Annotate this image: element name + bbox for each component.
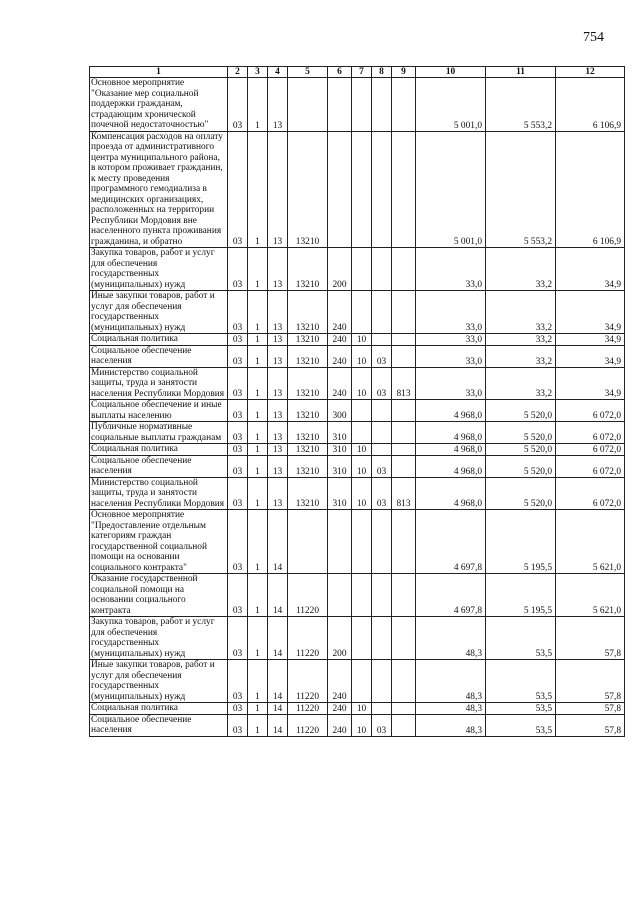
code-col6-cell: 310 — [328, 477, 352, 510]
row-name-cell: Иные закупки товаров, работ и услуг для обеспечения государственных (муниципальных) нужд — [90, 291, 228, 334]
code-col8-cell — [372, 291, 392, 334]
code-col2-cell: 03 — [228, 617, 248, 660]
code-col2-cell: 03 — [228, 703, 248, 715]
code-col7-cell — [352, 510, 372, 574]
code-col2-cell: 03 — [228, 334, 248, 346]
code-col4-cell: 13 — [268, 345, 288, 367]
value-col11-cell: 53,5 — [486, 660, 556, 703]
column-header-1: 1 — [90, 67, 228, 78]
code-col4-cell: 14 — [268, 617, 288, 660]
code-col7-cell — [352, 131, 372, 248]
code-col9-cell — [392, 714, 416, 736]
code-col5-cell: 11220 — [288, 714, 328, 736]
code-col4-cell: 14 — [268, 510, 288, 574]
code-col4-cell: 13 — [268, 422, 288, 444]
code-col3-cell: 1 — [248, 455, 268, 477]
code-col3-cell: 1 — [248, 660, 268, 703]
code-col6-cell — [328, 78, 352, 132]
value-col12-cell: 34,9 — [556, 345, 625, 367]
code-col8-cell — [372, 617, 392, 660]
code-col6-cell: 310 — [328, 444, 352, 456]
value-col12-cell: 6 072,0 — [556, 477, 625, 510]
value-col12-cell: 5 621,0 — [556, 574, 625, 617]
code-col6-cell — [328, 131, 352, 248]
code-col7-cell — [352, 291, 372, 334]
value-col10-cell: 4 697,8 — [416, 510, 486, 574]
value-col10-cell: 48,3 — [416, 660, 486, 703]
value-col11-cell: 33,2 — [486, 334, 556, 346]
code-col4-cell: 13 — [268, 400, 288, 422]
code-col3-cell: 1 — [248, 574, 268, 617]
table-row — [90, 400, 625, 422]
code-col5-cell: 11220 — [288, 703, 328, 715]
value-col10-cell: 48,3 — [416, 703, 486, 715]
code-col5-cell: 11220 — [288, 660, 328, 703]
column-header-8: 8 — [372, 67, 392, 78]
code-col7-cell: 10 — [352, 345, 372, 367]
code-col5-cell: 13210 — [288, 131, 328, 248]
value-col10-cell: 4 968,0 — [416, 422, 486, 444]
code-col7-cell: 10 — [352, 455, 372, 477]
code-col7-cell: 10 — [352, 477, 372, 510]
code-col7-cell: 10 — [352, 334, 372, 346]
code-col9-cell — [392, 510, 416, 574]
code-col4-cell: 13 — [268, 131, 288, 248]
column-header-5: 5 — [288, 67, 328, 78]
value-col12-cell: 6 106,9 — [556, 131, 625, 248]
code-col6-cell: 310 — [328, 455, 352, 477]
code-col5-cell: 13210 — [288, 248, 328, 291]
table-body — [90, 78, 625, 737]
value-col11-cell: 5 520,0 — [486, 455, 556, 477]
code-col8-cell — [372, 574, 392, 617]
code-col8-cell — [372, 703, 392, 715]
code-col4-cell: 13 — [268, 291, 288, 334]
code-col6-cell: 240 — [328, 714, 352, 736]
code-col7-cell — [352, 617, 372, 660]
code-col6-cell: 240 — [328, 367, 352, 400]
code-col4-cell: 13 — [268, 477, 288, 510]
table-row — [90, 131, 625, 248]
code-col6-cell: 240 — [328, 345, 352, 367]
code-col8-cell — [372, 400, 392, 422]
value-col12-cell: 6 072,0 — [556, 400, 625, 422]
value-col11-cell: 5 553,2 — [486, 131, 556, 248]
code-col9-cell — [392, 574, 416, 617]
code-col7-cell — [352, 574, 372, 617]
value-col11-cell: 5 520,0 — [486, 444, 556, 456]
value-col11-cell: 33,2 — [486, 248, 556, 291]
value-col11-cell: 33,2 — [486, 345, 556, 367]
code-col2-cell: 03 — [228, 248, 248, 291]
row-name-cell: Закупка товаров, работ и услуг для обеспечения государственных (муниципальных) нужд — [90, 248, 228, 291]
value-col11-cell: 5 520,0 — [486, 422, 556, 444]
table-header-row — [90, 67, 625, 78]
code-col2-cell: 03 — [228, 444, 248, 456]
code-col6-cell: 240 — [328, 703, 352, 715]
code-col8-cell: 03 — [372, 455, 392, 477]
value-col11-cell: 33,2 — [486, 367, 556, 400]
code-col9-cell — [392, 617, 416, 660]
code-col6-cell — [328, 510, 352, 574]
row-name-cell: Закупка товаров, работ и услуг для обеспечения государственных (муниципальных) нужд — [90, 617, 228, 660]
code-col5-cell: 13210 — [288, 477, 328, 510]
value-col11-cell: 53,5 — [486, 703, 556, 715]
code-col3-cell: 1 — [248, 703, 268, 715]
value-col10-cell: 4 968,0 — [416, 400, 486, 422]
code-col7-cell: 10 — [352, 444, 372, 456]
code-col2-cell: 03 — [228, 714, 248, 736]
table-row — [90, 714, 625, 736]
code-col5-cell — [288, 510, 328, 574]
row-name-cell: Социальное обеспечение населения — [90, 345, 228, 367]
column-header-2: 2 — [228, 67, 248, 78]
code-col3-cell: 1 — [248, 78, 268, 132]
code-col9-cell — [392, 248, 416, 291]
table-row — [90, 617, 625, 660]
code-col9-cell — [392, 400, 416, 422]
table-row — [90, 510, 625, 574]
code-col4-cell: 14 — [268, 574, 288, 617]
value-col12-cell: 34,9 — [556, 248, 625, 291]
table-row — [90, 574, 625, 617]
code-col2-cell: 03 — [228, 345, 248, 367]
table-row — [90, 291, 625, 334]
table-row — [90, 248, 625, 291]
code-col6-cell: 240 — [328, 291, 352, 334]
value-col12-cell: 6 106,9 — [556, 78, 625, 132]
table-row — [90, 703, 625, 715]
code-col6-cell — [328, 574, 352, 617]
code-col3-cell: 1 — [248, 477, 268, 510]
table-row — [90, 345, 625, 367]
row-name-cell: Социальное обеспечение населения — [90, 455, 228, 477]
code-col8-cell — [372, 444, 392, 456]
column-header-12: 12 — [556, 67, 625, 78]
column-header-7: 7 — [352, 67, 372, 78]
value-col12-cell: 34,9 — [556, 291, 625, 334]
row-name-cell: Публичные нормативные социальные выплаты гражданам — [90, 422, 228, 444]
table-row — [90, 422, 625, 444]
table-row — [90, 477, 625, 510]
code-col8-cell — [372, 248, 392, 291]
column-header-10: 10 — [416, 67, 486, 78]
code-col4-cell: 13 — [268, 334, 288, 346]
value-col11-cell: 5 195,5 — [486, 510, 556, 574]
value-col12-cell: 57,8 — [556, 617, 625, 660]
value-col11-cell: 5 195,5 — [486, 574, 556, 617]
value-col10-cell: 48,3 — [416, 617, 486, 660]
value-col10-cell: 33,0 — [416, 248, 486, 291]
value-col11-cell: 53,5 — [486, 714, 556, 736]
value-col11-cell: 53,5 — [486, 617, 556, 660]
value-col12-cell: 34,9 — [556, 334, 625, 346]
code-col3-cell: 1 — [248, 334, 268, 346]
code-col2-cell: 03 — [228, 131, 248, 248]
value-col12-cell: 57,8 — [556, 660, 625, 703]
code-col8-cell: 03 — [372, 477, 392, 510]
code-col6-cell: 240 — [328, 660, 352, 703]
row-name-cell: Социальное обеспечение населения — [90, 714, 228, 736]
row-name-cell: Министерство социальной защиты, труда и занятости населения Республики Мордовия — [90, 477, 228, 510]
code-col9-cell — [392, 703, 416, 715]
value-col10-cell: 5 001,0 — [416, 131, 486, 248]
table-row — [90, 367, 625, 400]
code-col7-cell — [352, 400, 372, 422]
value-col11-cell: 33,2 — [486, 291, 556, 334]
row-name-cell: Министерство социальной защиты, труда и занятости населения Республики Мордовия — [90, 367, 228, 400]
code-col9-cell — [392, 455, 416, 477]
column-header-4: 4 — [268, 67, 288, 78]
value-col10-cell: 48,3 — [416, 714, 486, 736]
code-col3-cell: 1 — [248, 444, 268, 456]
code-col4-cell: 14 — [268, 714, 288, 736]
table-row — [90, 660, 625, 703]
value-col10-cell: 33,0 — [416, 367, 486, 400]
code-col5-cell: 13210 — [288, 345, 328, 367]
code-col3-cell: 1 — [248, 714, 268, 736]
code-col5-cell: 13210 — [288, 291, 328, 334]
code-col5-cell: 13210 — [288, 455, 328, 477]
value-col10-cell: 4 697,8 — [416, 574, 486, 617]
code-col5-cell: 13210 — [288, 422, 328, 444]
code-col8-cell: 03 — [372, 345, 392, 367]
code-col8-cell — [372, 334, 392, 346]
code-col2-cell: 03 — [228, 422, 248, 444]
code-col8-cell: 03 — [372, 714, 392, 736]
value-col12-cell: 57,8 — [556, 714, 625, 736]
code-col6-cell: 300 — [328, 400, 352, 422]
code-col2-cell: 03 — [228, 400, 248, 422]
code-col3-cell: 1 — [248, 345, 268, 367]
code-col7-cell — [352, 78, 372, 132]
code-col9-cell: 813 — [392, 477, 416, 510]
code-col7-cell — [352, 422, 372, 444]
code-col7-cell: 10 — [352, 714, 372, 736]
code-col4-cell: 14 — [268, 703, 288, 715]
row-name-cell: Социальная политика — [90, 334, 228, 346]
table-row — [90, 455, 625, 477]
code-col8-cell — [372, 422, 392, 444]
code-col7-cell — [352, 248, 372, 291]
table-row — [90, 78, 625, 132]
code-col7-cell: 10 — [352, 367, 372, 400]
column-header-6: 6 — [328, 67, 352, 78]
code-col3-cell: 1 — [248, 248, 268, 291]
value-col10-cell: 33,0 — [416, 291, 486, 334]
code-col9-cell — [392, 444, 416, 456]
code-col6-cell: 200 — [328, 617, 352, 660]
code-col5-cell: 13210 — [288, 334, 328, 346]
code-col4-cell: 13 — [268, 444, 288, 456]
code-col9-cell — [392, 131, 416, 248]
code-col7-cell — [352, 660, 372, 703]
table-row — [90, 334, 625, 346]
code-col8-cell — [372, 78, 392, 132]
row-name-cell: Социальное обеспечение и иные выплаты населению — [90, 400, 228, 422]
code-col8-cell — [372, 131, 392, 248]
code-col2-cell: 03 — [228, 455, 248, 477]
code-col8-cell — [372, 660, 392, 703]
budget-table — [89, 66, 625, 737]
code-col4-cell: 13 — [268, 367, 288, 400]
code-col9-cell: 813 — [392, 367, 416, 400]
code-col9-cell — [392, 78, 416, 132]
value-col10-cell: 4 968,0 — [416, 477, 486, 510]
code-col9-cell — [392, 422, 416, 444]
code-col3-cell: 1 — [248, 400, 268, 422]
code-col5-cell: 11220 — [288, 617, 328, 660]
code-col2-cell: 03 — [228, 477, 248, 510]
code-col4-cell: 13 — [268, 248, 288, 291]
code-col6-cell: 240 — [328, 334, 352, 346]
code-col3-cell: 1 — [248, 291, 268, 334]
row-name-cell: Социальная политика — [90, 444, 228, 456]
code-col9-cell — [392, 334, 416, 346]
code-col5-cell: 13210 — [288, 367, 328, 400]
column-header-3: 3 — [248, 67, 268, 78]
code-col2-cell: 03 — [228, 510, 248, 574]
value-col12-cell: 57,8 — [556, 703, 625, 715]
value-col11-cell: 5 520,0 — [486, 477, 556, 510]
value-col10-cell: 4 968,0 — [416, 444, 486, 456]
code-col4-cell: 13 — [268, 78, 288, 132]
code-col4-cell: 13 — [268, 455, 288, 477]
code-col7-cell: 10 — [352, 703, 372, 715]
code-col5-cell: 13210 — [288, 444, 328, 456]
code-col3-cell: 1 — [248, 617, 268, 660]
page-number: 754 — [583, 30, 604, 45]
value-col11-cell: 5 553,2 — [486, 78, 556, 132]
row-name-cell: Иные закупки товаров, работ и услуг для обеспечения государственных (муниципальных) нужд — [90, 660, 228, 703]
table-row — [90, 444, 625, 456]
column-header-11: 11 — [486, 67, 556, 78]
code-col2-cell: 03 — [228, 574, 248, 617]
value-col10-cell: 5 001,0 — [416, 78, 486, 132]
value-col10-cell: 33,0 — [416, 345, 486, 367]
value-col10-cell: 33,0 — [416, 334, 486, 346]
value-col10-cell: 4 968,0 — [416, 455, 486, 477]
row-name-cell: Компенсация расходов на оплату проезда от административного центра муниципального района, в котором проживает гражданин, к месту проведения программного гемодиализа в медицинских организациях, расположенных на территории Республики Мордовия вне населенного пункта проживания гражданина, и обратно — [90, 131, 228, 248]
row-name-cell: Основное мероприятие "Оказание мер социальной поддержки гражданам, страдающим хронической почечной недостаточностью" — [90, 78, 228, 132]
code-col2-cell: 03 — [228, 660, 248, 703]
value-col12-cell: 34,9 — [556, 367, 625, 400]
code-col6-cell: 310 — [328, 422, 352, 444]
code-col4-cell: 14 — [268, 660, 288, 703]
code-col3-cell: 1 — [248, 422, 268, 444]
code-col5-cell — [288, 78, 328, 132]
code-col5-cell: 11220 — [288, 574, 328, 617]
value-col12-cell: 6 072,0 — [556, 444, 625, 456]
code-col2-cell: 03 — [228, 78, 248, 132]
value-col12-cell: 6 072,0 — [556, 422, 625, 444]
code-col3-cell: 1 — [248, 131, 268, 248]
value-col12-cell: 5 621,0 — [556, 510, 625, 574]
column-header-9: 9 — [392, 67, 416, 78]
row-name-cell: Социальная политика — [90, 703, 228, 715]
code-col8-cell — [372, 510, 392, 574]
code-col9-cell — [392, 345, 416, 367]
row-name-cell: Оказание государственной социальной помощи на основании социального контракта — [90, 574, 228, 617]
code-col3-cell: 1 — [248, 367, 268, 400]
code-col2-cell: 03 — [228, 291, 248, 334]
code-col9-cell — [392, 660, 416, 703]
code-col2-cell: 03 — [228, 367, 248, 400]
value-col12-cell: 6 072,0 — [556, 455, 625, 477]
row-name-cell: Основное мероприятие "Предоставление отдельным категориям граждан государственной социальной помощи на основании социального контракта" — [90, 510, 228, 574]
value-col11-cell: 5 520,0 — [486, 400, 556, 422]
code-col8-cell: 03 — [372, 367, 392, 400]
code-col6-cell: 200 — [328, 248, 352, 291]
code-col3-cell: 1 — [248, 510, 268, 574]
code-col5-cell: 13210 — [288, 400, 328, 422]
code-col9-cell — [392, 291, 416, 334]
